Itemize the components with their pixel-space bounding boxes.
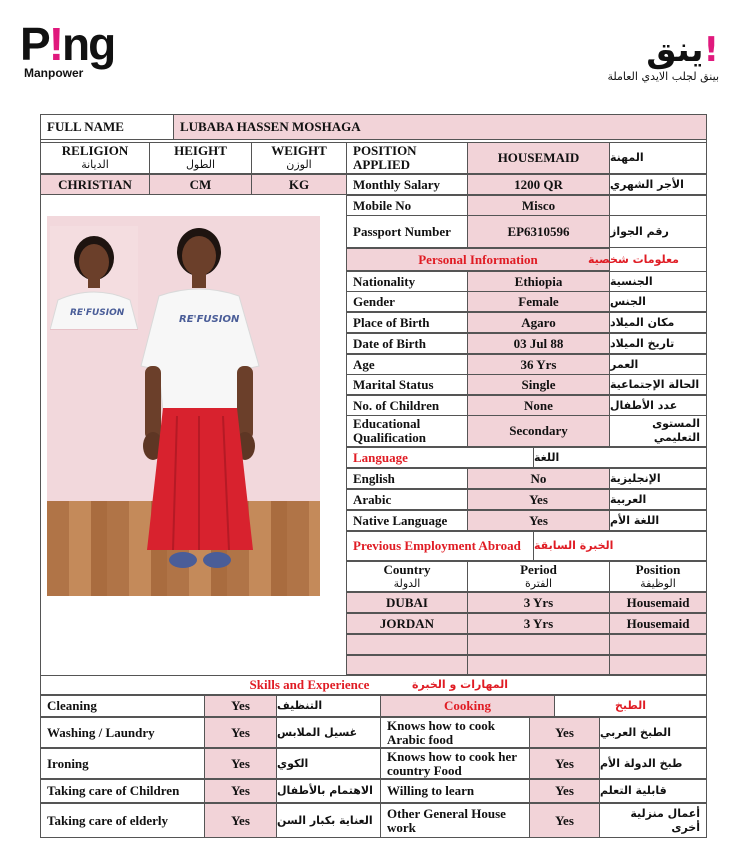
elderly-care-value: Yes — [204, 803, 277, 838]
cleaning-label: Cleaning — [40, 695, 205, 717]
cooking-title: Cooking — [380, 695, 555, 717]
cleaning-label-ar: التنظيف — [276, 695, 381, 717]
logo-p: P — [20, 18, 49, 70]
salary-label: Monthly Salary — [346, 174, 468, 195]
birthplace-value: Agaro — [467, 312, 610, 333]
childcare-label-ar: الاهتمام بالأطفال — [276, 779, 381, 803]
employment-title: Previous Employment Abroad — [346, 531, 534, 561]
period-col-label-ar: الفترة — [524, 576, 553, 590]
nationality-label-ar: الجنسية — [609, 271, 707, 292]
employment-country: JORDAN — [346, 613, 468, 634]
arabic-logo — [579, 30, 719, 90]
ping-manpower-logo — [20, 18, 140, 84]
employment-empty-cell — [467, 634, 610, 655]
gender-label: Gender — [346, 291, 468, 312]
weight-label: WEIGHT — [271, 143, 327, 158]
position-col-label: Position — [635, 561, 681, 577]
passport-label-ar: رقم الجواز — [609, 215, 707, 248]
skills-title: Skills and Experience — [249, 677, 370, 692]
employment-empty-cell — [346, 634, 468, 655]
country-food-value: Yes — [529, 748, 600, 779]
employment-empty-cell — [467, 655, 610, 675]
age-label: Age — [346, 354, 468, 375]
birthplace-label: Place of Birth — [346, 312, 468, 333]
thumb-shirt-print: RE'FUSION — [70, 308, 125, 318]
native-label-ar: اللغة الأم — [609, 510, 707, 531]
height-label: HEIGHT — [174, 143, 227, 158]
mobile-label-ar — [609, 195, 707, 216]
children-label-ar: عدد الأطفال — [609, 395, 707, 416]
laundry-label: Washing / Laundry — [40, 717, 205, 748]
employment-title-ar: الخبرة السابقة — [533, 531, 707, 561]
gender-label-ar: الجنس — [609, 291, 707, 312]
weight-value: KG — [251, 174, 347, 195]
country-col-label-ar: الدولة — [393, 576, 421, 590]
passport-label: Passport Number — [346, 215, 468, 248]
native-value: Yes — [467, 510, 610, 531]
employment-period: 3 Yrs — [467, 592, 610, 613]
education-label: Educational Qualification — [346, 415, 468, 447]
employment-empty-cell — [609, 655, 707, 675]
logo-wordmark — [20, 18, 140, 70]
arabic-logo-wordmark — [579, 30, 719, 70]
marital-value: Single — [467, 374, 610, 395]
laundry-label-ar: غسيل الملابس — [276, 717, 381, 748]
weight-header — [251, 142, 347, 174]
english-value: No — [467, 468, 610, 489]
ironing-label: Ironing — [40, 748, 205, 779]
personal-info-title: Personal Information — [346, 248, 610, 271]
language-title: Language — [346, 447, 534, 468]
personal-info-title-ar: معلومات شخصية — [588, 252, 679, 266]
arabic-logo-main: ينق — [646, 30, 704, 70]
full-name-value: LUBABA HASSEN MOSHAGA — [173, 114, 707, 140]
position-col-label-ar: الوظيفة — [640, 576, 676, 590]
dob-value: 03 Jul 88 — [467, 333, 610, 354]
salary-value: 1200 QR — [467, 174, 610, 195]
weight-label-ar: الوزن — [286, 158, 312, 171]
housework-value: Yes — [529, 803, 600, 838]
country-food-label-ar: طبخ الدولة الأم — [599, 748, 707, 779]
cleaning-value: Yes — [204, 695, 277, 717]
native-label: Native Language — [346, 510, 468, 531]
birthplace-label-ar: مكان الميلاد — [609, 312, 707, 333]
dob-label: Date of Birth — [346, 333, 468, 354]
housework-label: Other General House work — [380, 803, 530, 838]
nationality-label: Nationality — [346, 271, 468, 292]
employment-empty-cell — [609, 634, 707, 655]
position-label-ar: المهنة — [609, 142, 707, 174]
logo-rest: ng — [62, 18, 115, 70]
cooking-title-ar: الطبخ — [554, 695, 707, 717]
full-name-label: FULL NAME — [40, 114, 174, 140]
position-label: POSITION APPLIED — [346, 142, 468, 174]
religion-label: RELIGION — [61, 143, 129, 158]
period-col-label: Period — [520, 561, 557, 577]
arabic-logo-tagline: بينق لجلب الايدي العاملة — [607, 70, 719, 83]
country-col-header — [346, 561, 468, 592]
gender-value: Female — [467, 291, 610, 312]
logo-bang: ! — [48, 18, 63, 70]
children-label: No. of Children — [346, 395, 468, 416]
face-photo — [50, 226, 138, 330]
learn-label: Willing to learn — [380, 779, 530, 803]
arabic-food-label-ar: الطبخ العربي — [599, 717, 707, 748]
education-value: Secondary — [467, 415, 610, 447]
religion-header — [40, 142, 150, 174]
skills-title-ar: المهارات و الخبرة — [412, 678, 508, 691]
arabic-value: Yes — [467, 489, 610, 510]
dob-label-ar: تاريخ الميلاد — [609, 333, 707, 354]
age-label-ar: العمر — [609, 354, 707, 375]
childcare-label: Taking care of Children — [40, 779, 205, 803]
elderly-care-label: Taking care of elderly — [40, 803, 205, 838]
english-label-ar: الإنجليزية — [609, 468, 707, 489]
employment-position: Housemaid — [609, 592, 707, 613]
english-label: English — [346, 468, 468, 489]
height-header — [149, 142, 252, 174]
laundry-value: Yes — [204, 717, 277, 748]
arabic-logo-bang: ! — [703, 30, 719, 70]
country-col-label: Country — [383, 561, 431, 577]
childcare-value: Yes — [204, 779, 277, 803]
shirt-print: RE'FUSION — [179, 314, 240, 325]
logo-subtitle: Manpower — [24, 66, 84, 80]
marital-label-ar: الحالة الإجتماعية — [609, 374, 707, 395]
mobile-label: Mobile No — [346, 195, 468, 216]
period-col-header — [467, 561, 610, 592]
height-label-ar: الطول — [185, 158, 216, 171]
employment-empty-cell — [346, 655, 468, 675]
elderly-care-label-ar: العناية بكبار السن — [276, 803, 381, 838]
position-col-header — [609, 561, 707, 592]
employment-period: 3 Yrs — [467, 613, 610, 634]
religion-value: CHRISTIAN — [40, 174, 150, 195]
ironing-value: Yes — [204, 748, 277, 779]
language-title-ar: اللغة — [533, 447, 707, 468]
marital-label: Marital Status — [346, 374, 468, 395]
country-food-label: Knows how to cook her country Food — [380, 748, 530, 779]
nationality-value: Ethiopia — [467, 271, 610, 292]
employment-country: DUBAI — [346, 592, 468, 613]
learn-label-ar: قابلية التعلم — [599, 779, 707, 803]
passport-value: EP6310596 — [467, 215, 610, 248]
housework-label-ar: أعمال منزلية أخرى — [599, 803, 707, 838]
ironing-label-ar: الكوي — [276, 748, 381, 779]
mobile-value: Misco — [467, 195, 610, 216]
arabic-label: Arabic — [346, 489, 468, 510]
children-value: None — [467, 395, 610, 416]
height-value: CM — [149, 174, 252, 195]
education-label-ar: المستوى التعليمي — [609, 415, 707, 447]
arabic-food-label: Knows how to cook Arabic food — [380, 717, 530, 748]
religion-label-ar: الديانة — [81, 158, 109, 171]
arabic-food-value: Yes — [529, 717, 600, 748]
position-value: HOUSEMAID — [467, 142, 610, 174]
employment-position: Housemaid — [609, 613, 707, 634]
age-value: 36 Yrs — [467, 354, 610, 375]
learn-value: Yes — [529, 779, 600, 803]
salary-label-ar: الأجر الشهري — [609, 174, 707, 195]
arabic-label-ar: العربية — [609, 489, 707, 510]
